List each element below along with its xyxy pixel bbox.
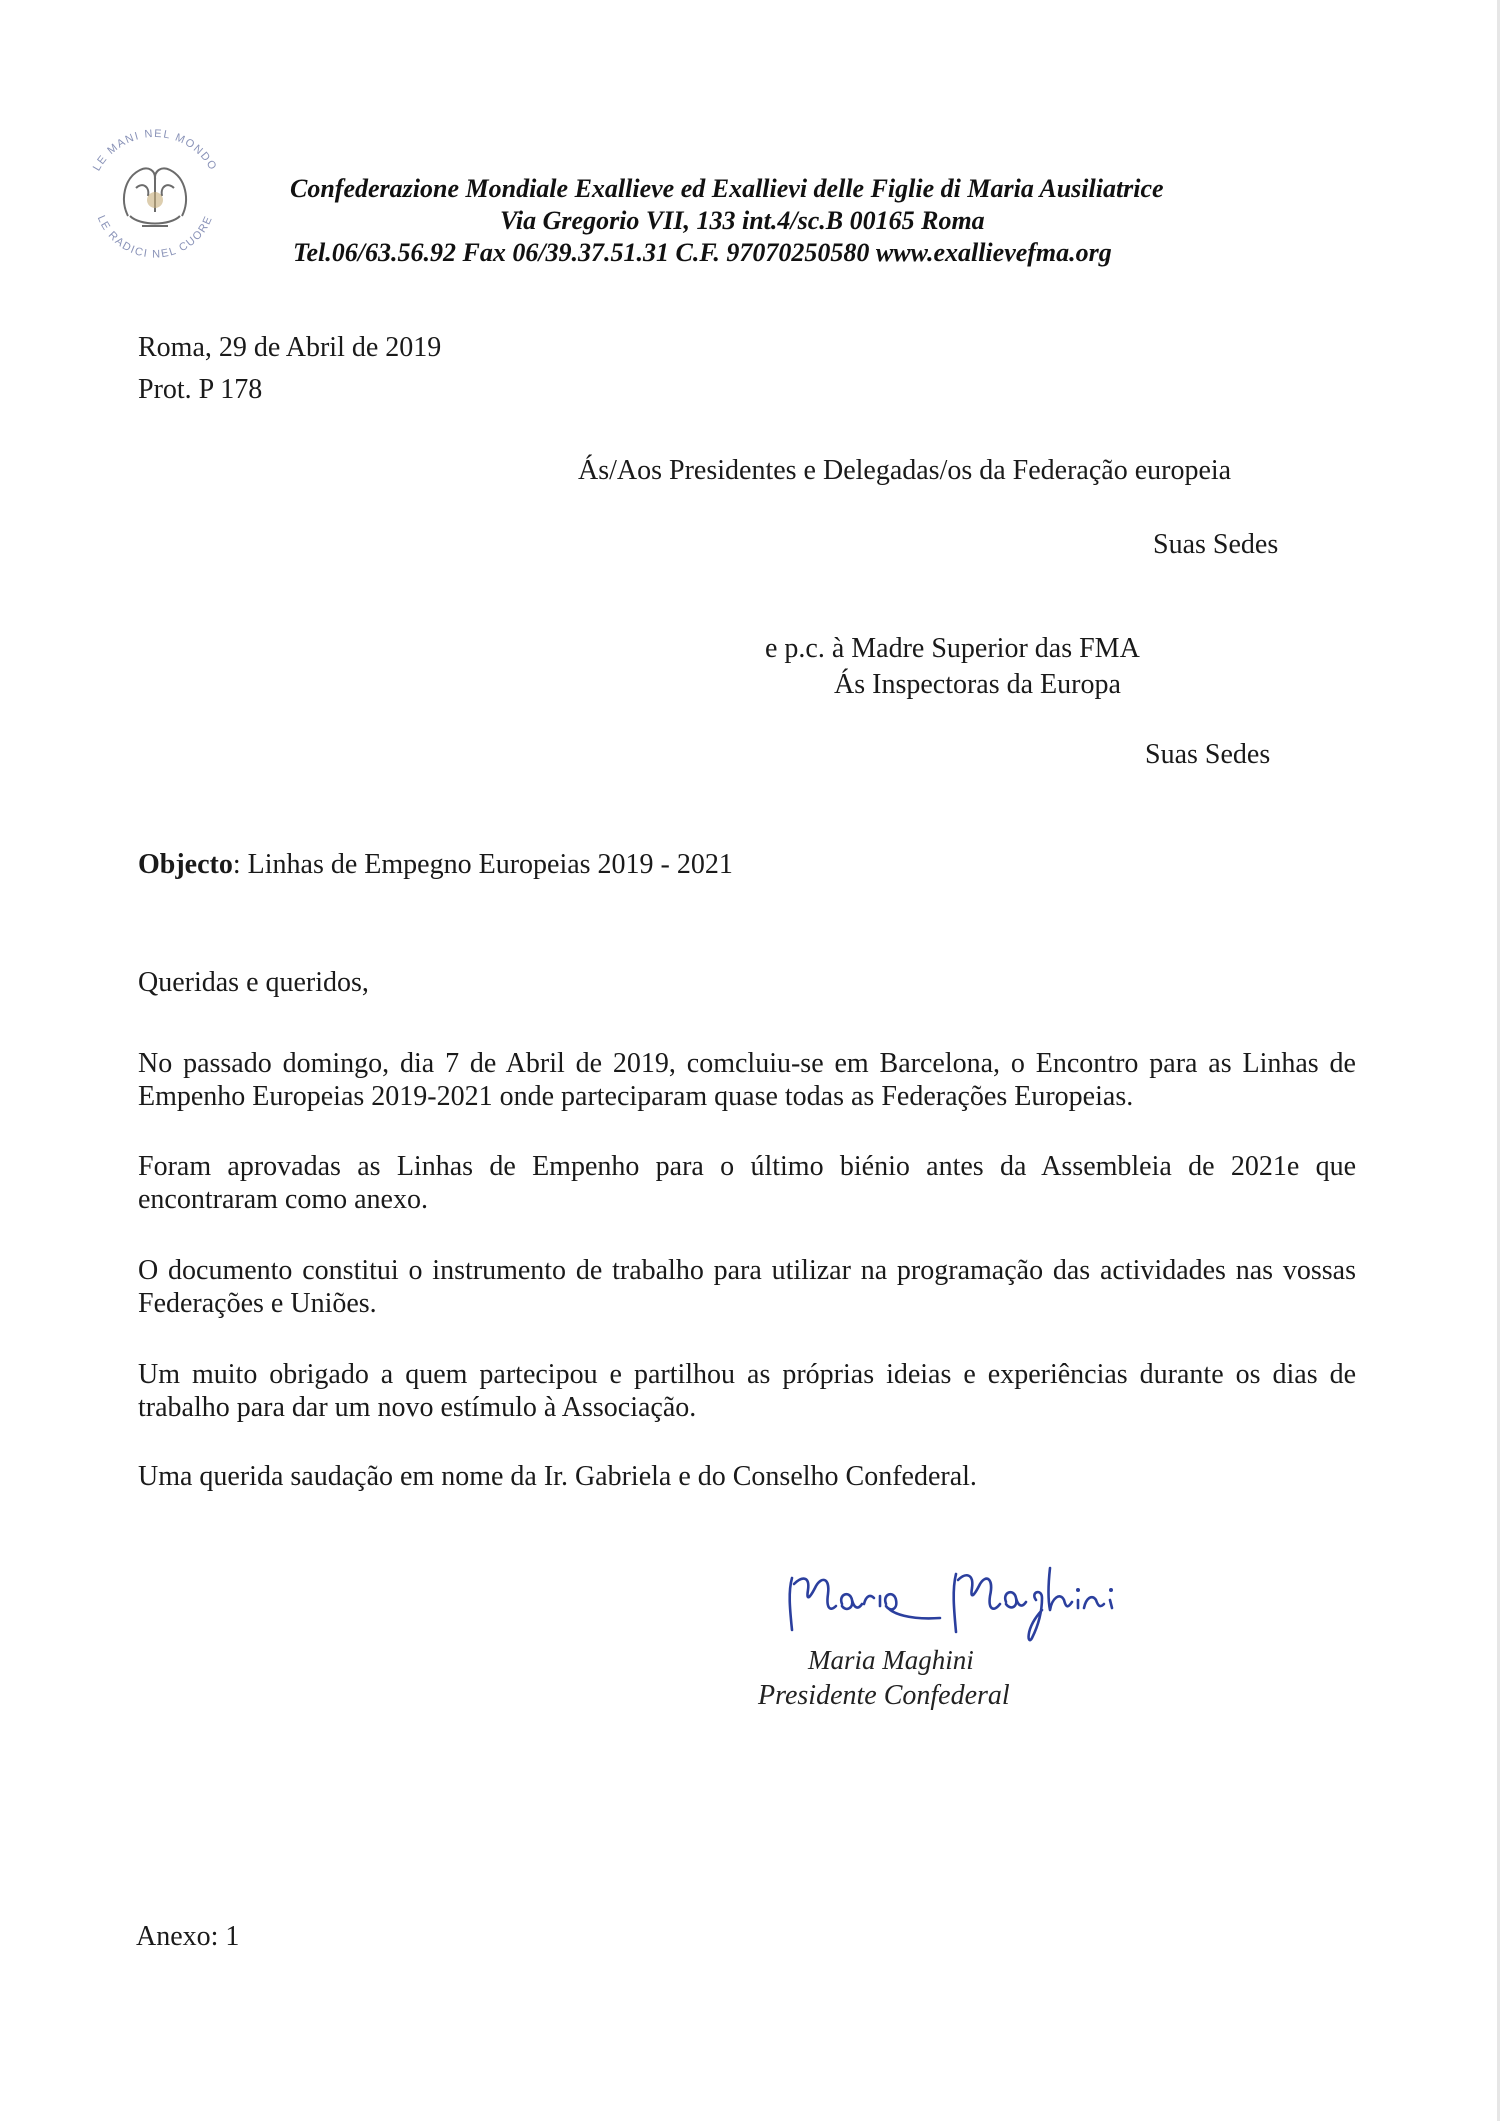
recipient-main: Ás/Aos Presidentes e Delegadas/os da Federação europeia — [578, 455, 1232, 486]
recipient-main-location: Suas Sedes — [1153, 529, 1279, 560]
subject-text: : Linhas de Empegno Europeias 2019 - 2021 — [232, 849, 733, 880]
recipient-cc-location: Suas Sedes — [1145, 739, 1271, 770]
body-paragraph: Uma querida saudação em nome da Ir. Gabriela e do Conselho Confederal. — [138, 1461, 977, 1492]
body-paragraph: Foram aprovadas as Linhas de Empenho para o último biénio antes da Assembleia de 2021e que encontraram como anexo. — [138, 1151, 1356, 1215]
protocol-number: Prot. P 178 — [138, 374, 263, 405]
recipient-cc-line1: e p.c. à Madre Superior das FMA — [765, 633, 1140, 664]
subject-line — [138, 847, 733, 883]
organization-contacts: Tel.06/63.56.92 Fax 06/39.37.51.31 C.F. 97070250580 www.exallievefma.org — [293, 238, 1112, 267]
logo-top-text: LE MANI NEL MONDO — [90, 127, 220, 174]
subject-label: Objecto — [138, 849, 233, 880]
logo-bottom-text: LE RADICI NEL CUORE — [94, 213, 216, 261]
greeting: Queridas e queridos, — [138, 967, 369, 998]
svg-text:LE MANI NEL MONDO — [91, 128, 219, 173]
body-paragraph: Um muito obrigado a quem partecipou e partilhou as próprias ideias e experiências durante os dias de trabalho para dar um novo estímulo à Associação. — [138, 1359, 1356, 1423]
letter-date: Roma, 29 de Abril de 2019 — [138, 332, 442, 363]
attachment-count: Anexo: 1 — [136, 1921, 240, 1952]
organization-logo — [70, 108, 240, 278]
handwritten-signature — [780, 1560, 1140, 1650]
recipient-cc-line2: Ás Inspectoras da Europa — [834, 669, 1121, 700]
organization-address: Via Gregorio VII, 133 int.4/sc.B 00165 Roma — [500, 206, 985, 235]
body-paragraph: No passado domingo, dia 7 de Abril de 2019, comcluiu-se em Barcelona, o Encontro para as Linhas de Empenho Europeias 2019-2021 onde parteciparam quase todas as Federações Europeias. — [138, 1048, 1356, 1112]
organization-name: Confederazione Mondiale Exallieve ed Exallievi delle Figlie di Maria Ausiliatrice — [290, 174, 1164, 203]
body-paragraph: O documento constitui o instrumento de trabalho para utilizar na programação das actividades nas vossas Federações e Uniões. — [138, 1255, 1356, 1319]
svg-text:LE RADICI NEL CUORE — [95, 214, 216, 261]
signatory-name: Maria Maghini — [808, 1645, 974, 1675]
signatory-title: Presidente Confederal — [758, 1680, 1010, 1711]
